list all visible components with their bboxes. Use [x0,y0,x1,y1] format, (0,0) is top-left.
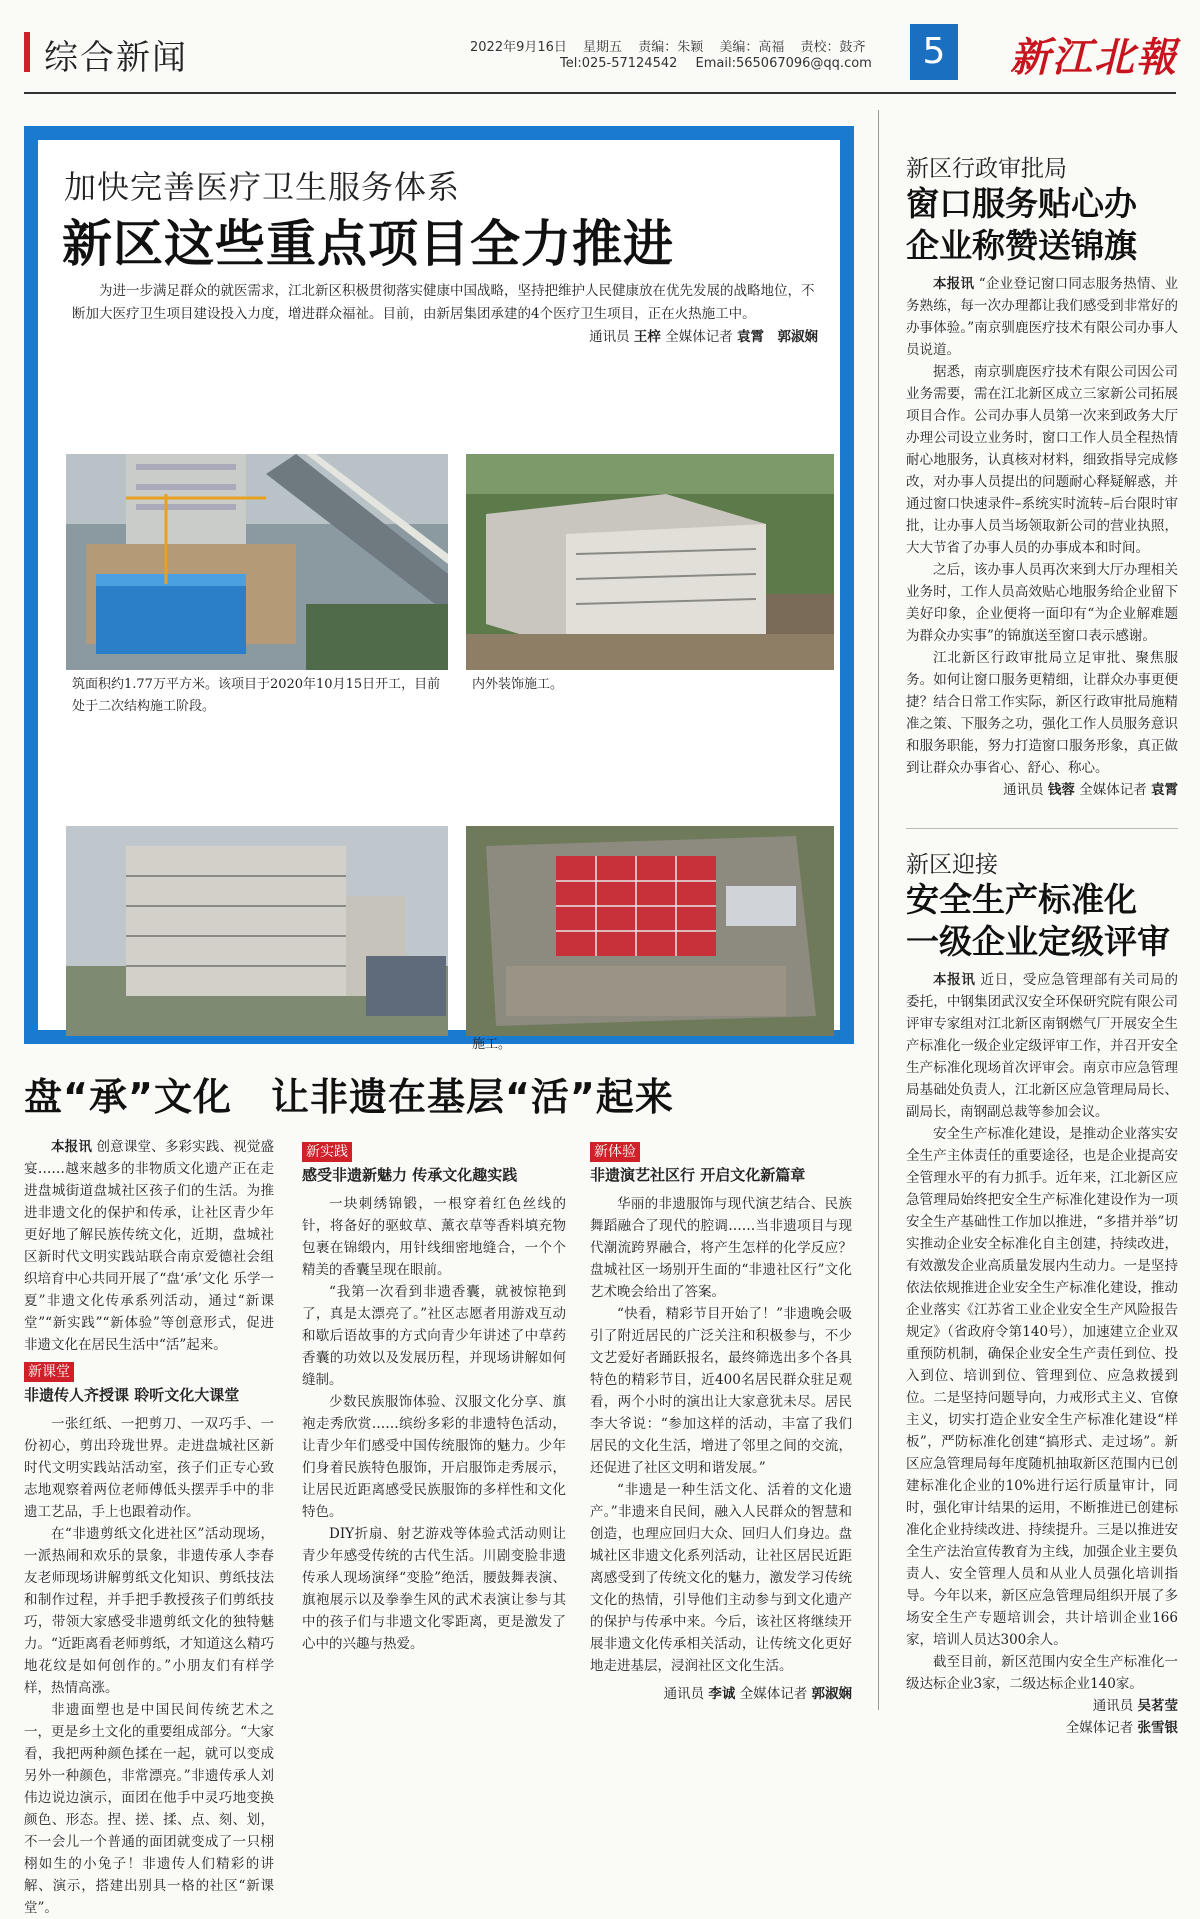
story-byline: 通讯员 吴茗莹 全媒体记者 张雪银 [1065,1698,1178,1736]
editor-credit: 责编：朱颖 [638,40,704,55]
section-tag-new-practice: 新实践 [302,1142,352,1162]
story-headline: 安全生产标准化 一级企业定级评审 [906,880,1170,961]
photo-construction-taishan [66,454,448,670]
article-paragraph: 在“非遗剪纸文化进社区”活动现场，一派热闹和欢乐的景象，非遗传承人李春友老师现场讲解剪纸文化知识、剪纸技法和制作过程，并手把手教授孩子们剪纸技巧，带领大家感受非遗剪纸文化的独特魅力。“近距离看老师剪纸，才知道这么精巧地花纹是如何创作的。”小朋友们有样学样，热情高涨。 [24,1526,274,1696]
story-paragraph: 安全生产标准化建设，是推动企业落实安全生产主体责任的重要途径，也是企业提高安全管理水平的有力抓手。近年来，江北新区应急管理局始终把安全生产标准化建设作为一项安全生产基础性工作加以推进，“多措并举”切实推动企业安全标准化自主创建，持续改进，有效激发企业高质量发展内生动力。一是坚持依法依规推进企业安全生产标准化建设，推动企业落实《江苏省工业企业安全生产风险报告规定》（省政府令第140号），加速建立企业双重预防机制，确保企业安全生产责任到位、投入到位、培训到位、管理到位、应急救援到位。二是坚持问题导向，力戒形式主义、官僚主义，切实打造企业安全生产标准化建设“样板”，严防标准化创建“搞形式、走过场”。新区应急管理局每年度随机抽取新区范围内已创建标准化企业的10%进行运行质量审计，同时，强化审计结果的运用，不断推进已创建标准化企业持续改进、持续提升。三是以推进安全生产法治宣传教育为主线，加强企业主要负责人、安全管理人员和从业人员强化培训指导。今年以来，新区应急管理局组织开展了多场安全生产专题培训会，共计培训企业166家，培训人员达300余人。 [906,1126,1178,1648]
section-subhead-1: 非遗传人齐授课 聆听文化大课堂 [24,1386,240,1404]
photo-construction-mental-health [466,454,834,670]
article-paragraph: “快看，精彩节目开始了！”非遗晚会吸引了附近居民的广泛关注和积极参与，不少文艺爱好者踊跃报名，最终筛选出多个各具特色的精彩节目，近400名居民群众驻足观看，两个小时的演出让大家意犹未尽。居民李大爷说：“参加这样的活动，丰富了我们居民的文化生活，增进了邻里之间的交流，还促进了社区文明和谐发展。” [590,1306,852,1476]
designer-credit: 美编：高福 [719,40,785,55]
story-paragraph: 截至目前，新区范围内安全生产标准化一级达标企业3家，二级达标企业140家。 [906,1654,1178,1692]
article-headline: 盘“承”文化 让非遗在基层“活”起来 [24,1075,674,1119]
article-paragraph: “我第一次看到非遗香囊，就被惊艳到了，真是太漂亮了。”社区志愿者用游戏互动和歇后语故事的方式向青少年讲述了中草药香囊的功效以及发展历程，并现场讲解如何缝制。 [302,1284,566,1388]
project-text: 筑面积约1.77万平方米。该项目于2020年10月15日开工，目前处于二次结构施工阶段。 [72,677,441,714]
article-paragraph: 少数民族服饰体验、汉服文化分享、旗袍走秀欣赏……缤纷多彩的非遗特色活动，让青少年们感受中国传统服饰的魅力。少年们身着民族特色服饰，开启服饰走秀展示，让居民近距离感受民族服饰的多样性和文化特色。 [302,1394,566,1520]
story-kicker: 新区迎接 [906,852,998,878]
issue-date: 2022年9月16日 [470,40,567,55]
page-header [0,0,1200,100]
article-paragraph: 非遗面塑也是中国民间传统艺术之一，更是乡土文化的重要组成部分。“大家看，我把两种颜色揉在一起，就可以变成另外一种颜色，非常漂亮。”非遗传承人刘伟边说边演示，面团在他手中灵巧地变换颜色、形态。捏、搓、揉、点、刻、划，不一会儿一个普通的面团就变成了一只栩栩如生的小兔子！非遗传人们精彩的讲解、演示，搭建出别具一格的社区“新课堂”。 [24,1702,274,1916]
article-intro: 本报讯 创意课堂、多彩实践、视觉盛宴……越来越多的非物质文化遗产正在走进盘城街道盘城社区孩子们的生活。为推进非遗文化的保护和传承，让社区青少年更好地了解民族传统文化，近期，盘城社区新时代文明实践站联合南京爱德社会组织培育中心共同开展了“盘‘承’文化 乐学一夏”非遗文化传承系列活动，通过“新课堂”“新实践”“新体验”等创意形式，促进非遗文化在居民生活中“活”起来。 [24,1139,275,1353]
article-paragraph: DIY折扇、射艺游戏等体验式活动则让青少年感受传统的古代生活。川剧变脸非遗传承人现场演绎“变脸”绝活，腰鼓舞表演、旗袍展示以及拳拳生风的武术表演让参与其中的孩子们与非遗文化零距离，更是激发了心中的兴趣与热爱。 [302,1526,566,1652]
feature-kicker: 加快完善医疗卫生服务体系 [64,168,461,206]
article-paragraph: 一张红纸、一把剪刀、一双巧手、一份初心，剪出玲珑世界。走进盘城社区新时代文明实践站活动室，孩子们正专心致志地观察着两位老师傅低头摆弄手中的非遗工艺品，手上也跟着动作。 [24,1416,274,1520]
story-paragraph: 之后，该办事人员再次来到大厅办理相关业务时，工作人员高效贴心地服务给企业留下美好印象，企业便将一面印有“为企业解难题 为群众办实事”的锦旗送至窗口表示感谢。 [906,562,1178,644]
article-column-2 [302,1136,566,1655]
section-tag-new-experience: 新体验 [590,1142,640,1162]
story-paragraph: 江北新区行政审批局立足审批、聚焦服务。如何让窗口服务更精细，让群众办事更便捷？结合日常工作实际，新区行政审批局施精准之策、下服务之功，强化工作人员服务意识和服务职能，努力打造窗口服务形象，真正做到让群众办事省心、舒心、称心。 [906,650,1178,776]
feature-lead: 为进一步满足群众的就医需求，江北新区积极贯彻落实健康中国战略，坚持把维护人民健康放在优先发展的战略地位，不断加大医疗卫生项目建设投入力度，增进群众福祉。目前，由新居集团承建的4个医疗卫生项目，正在火热施工中。 [72,283,815,322]
page-number: 5 [910,24,958,80]
project-text: 施工。 [472,1037,512,1052]
right-story-approval [906,150,1178,801]
story-paragraph: 本报讯 近日，受应急管理部有关司局的委托，中钢集团武汉安全环保研究院有限公司评审专家组对江北新区南钢燃气厂开展安全生产标准化一级企业定级评审工作，并召开安全生产标准化现场首次评审会。南京市应急管理局基础处负责人，江北新区应急管理局局长、副局长，南钢副总裁等参加会议。 [906,972,1179,1120]
photo-construction-public-health [466,826,834,1036]
story-byline: 通讯员 钱蓉 全媒体记者 袁霄 [1003,782,1178,798]
article-paragraph: “非遗是一种生活文化、活着的文化遗产。”非遗来自民间，融入人民群众的智慧和创造，也理应回归大众、回归人们身边。盘城社区非遗文化系列活动，让社区居民近距离感受到了传统文化的魅力，激发学习传统文化的热情，引导他们主动参与到文化遗产的保护与传承中来。今后，该社区将继续开展非遗文化传承相关活动，让传统文化更好地走进基层，浸润社区文化生活。 [590,1482,852,1674]
story-separator [906,828,1178,829]
proof-credit: 责校：鼓齐 [800,40,866,55]
story-kicker: 新区行政审批局 [906,156,1067,182]
story-headline: 窗口服务贴心办 企业称赞送锦旗 [906,184,1137,265]
header-rule [24,92,1176,94]
article-paragraph: 华丽的非遗服饰与现代演艺结合、民族舞蹈融合了现代的腔调……当非遗项目与现代潮流跨界融合，将产生怎样的化学反应？盘城社区一场别开生面的“非遗社区行”文化艺术晚会给出了答案。 [590,1196,852,1300]
story-paragraph: 本报讯 “企业登记窗口同志服务热情、业务熟练，每一次办理都让我们感受到非常好的办事体验。”南京驯鹿医疗技术有限公司办事人员说道。 [906,276,1178,358]
section-marker [24,32,30,72]
photo-construction-getang [66,826,448,1036]
right-story-safety [906,846,1178,1739]
column-divider [878,110,879,1710]
story-paragraph: 据悉，南京驯鹿医疗技术有限公司因公司业务需要，需在江北新区成立三家新公司拓展项目合作。公司办事人员第一次来到政务大厅办理公司设立业务时，窗口工作人员全程热情耐心地服务，认真核对材料，细致指导完成修改，对办事人员提出的问题耐心释疑解惑，并通过窗口快速录件–系统实时流转–后台限时审批，让办事人员当场领取新公司的营业执照，大大节省了办事人员的办事成本和时间。 [906,364,1178,556]
masthead-logo: 新江北報 [1010,34,1178,81]
issue-weekday: 星期五 [583,40,623,55]
issue-meta [470,36,878,55]
feature-byline: 通讯员 王梓 全媒体记者 袁霄 郭淑娴 [589,329,818,345]
feature-box [24,126,854,1052]
feature-headline: 新区这些重点项目全力推进 [62,215,674,273]
article-column-1 [24,1136,274,1919]
contact-tel: Tel:025-57124542 [560,56,678,71]
section-title: 综合新闻 [44,38,188,78]
section-subhead-3: 非遗演艺社区行 开启文化新篇章 [590,1166,806,1184]
article-byline: 通讯员 李诚 全媒体记者 郭淑娴 [663,1686,852,1702]
section-tag-new-class: 新课堂 [24,1362,74,1382]
contact-meta [560,56,886,71]
contact-email: Email:565067096@qq.com [695,56,872,71]
section-subhead-2: 感受非遗新魅力 传承文化趣实践 [302,1166,518,1184]
story-body [906,969,1178,1695]
story-body [906,273,1178,779]
project-text: 内外装饰施工。 [472,677,564,692]
article-paragraph: 一块刺绣锦锻，一根穿着红色丝线的针，将备好的驱蚊草、薰衣草等香料填充物包裹在锦缎内，用针线细密地缝合，一个个精美的香囊呈现在眼前。 [302,1196,566,1278]
article-column-3 [590,1136,852,1705]
